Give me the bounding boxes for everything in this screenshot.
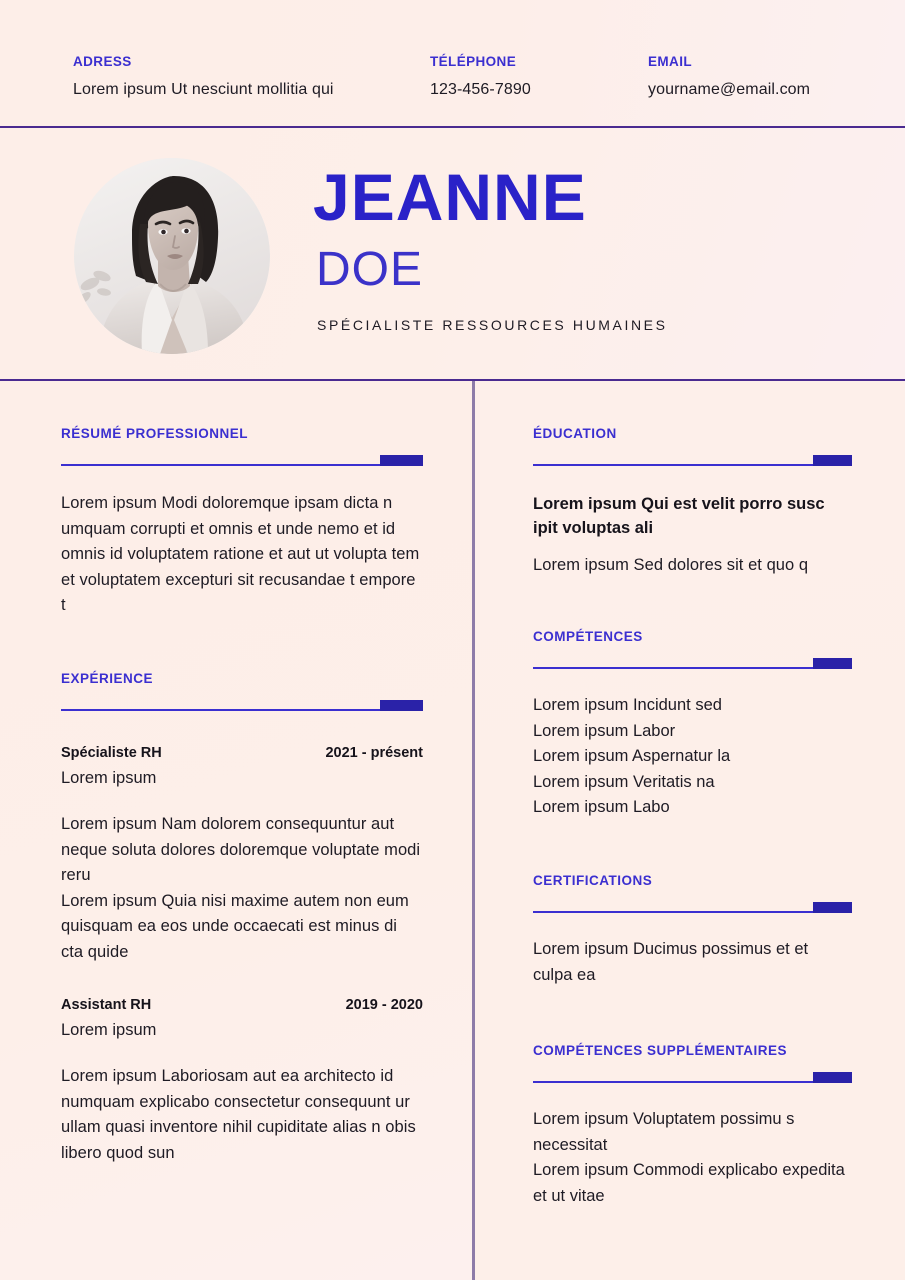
rule-accent-block	[813, 1072, 852, 1083]
last-name: DOE	[316, 242, 424, 296]
rule-accent-block	[813, 455, 852, 466]
section-experience	[61, 671, 423, 1166]
experience-description-1: Lorem ipsum Laboriosam aut ea architecto id numquam explicabo consectetur consequunt ur ullam quasi inventore nihil cupiditate alias n obis libero quod sun	[61, 1067, 416, 1162]
column-divider	[472, 381, 475, 1280]
experience-header	[61, 997, 423, 1013]
experience-period: 2019 - 2020	[345, 997, 423, 1013]
section-professional-summary	[61, 426, 423, 619]
list-item: Lorem ipsum Ducimus possimus et et culpa ea	[533, 940, 809, 984]
section-title-experience: EXPÉRIENCE	[61, 671, 154, 686]
section-rule-summary	[61, 455, 423, 466]
section-title-certifications: CERTIFICATIONS	[533, 873, 653, 888]
rule-line	[61, 709, 381, 711]
section-additional-skills	[533, 1043, 852, 1209]
name-block	[313, 160, 873, 334]
experience-description-1: Lorem ipsum Nam dolorem consequuntur aut neque soluta dolores doloremque voluptate modi reru	[61, 815, 421, 884]
experience-description-2: Lorem ipsum Quia nisi maxime autem non eum quisquam ea eos unde occaecati est minus di cta quide	[61, 891, 409, 961]
contact-item-email	[648, 54, 810, 99]
contact-value-email: yourname@email.com	[648, 81, 811, 98]
contact-label-address: ADRESS	[73, 54, 132, 69]
contact-bar	[0, 0, 905, 128]
section-title-additional-skills: COMPÉTENCES SUPPLÉMENTAIRES	[533, 1043, 788, 1058]
section-rule-skills	[533, 658, 852, 669]
rule-line	[533, 667, 814, 669]
rule-accent-block	[380, 455, 423, 466]
body-columns	[0, 381, 905, 1280]
experience-entry	[61, 745, 423, 965]
experience-header	[61, 745, 423, 761]
rule-accent-block	[813, 902, 852, 913]
additional-skills-list	[533, 1107, 852, 1209]
portrait-photo-icon	[74, 158, 270, 354]
list-item: Lorem ipsum Commodi explicabo expedita et ut vitae	[533, 1161, 845, 1205]
education-school: Lorem ipsum Sed dolores sit et quo q	[533, 556, 809, 574]
section-rule-certifications	[533, 902, 852, 913]
section-rule-experience	[61, 700, 423, 711]
contact-label-email: EMAIL	[648, 54, 692, 69]
section-title-education: ÉDUCATION	[533, 426, 617, 441]
list-item: Lorem ipsum Labor	[533, 721, 676, 740]
section-skills	[533, 629, 852, 821]
rule-accent-block	[813, 658, 852, 669]
list-item: Lorem ipsum Veritatis na	[533, 772, 715, 791]
certifications-list	[533, 937, 852, 988]
section-rule-education	[533, 455, 852, 466]
job-title: SPÉCIALISTE RESSOURCES HUMAINES	[317, 317, 668, 334]
rule-accent-block	[380, 700, 423, 711]
rule-line	[533, 1081, 814, 1083]
section-title-skills: COMPÉTENCES	[533, 629, 643, 644]
section-education	[533, 426, 852, 579]
education-degree: Lorem ipsum Qui est velit porro susc ipit voluptas ali	[533, 495, 825, 537]
experience-role: Spécialiste RH	[61, 745, 162, 761]
rule-line	[533, 911, 814, 913]
avatar	[74, 158, 270, 354]
contact-item-phone	[430, 54, 531, 99]
summary-paragraph: Lorem ipsum Modi doloremque ipsam dicta n umquam corrupti et omnis et unde nemo et id omnis id voluptatem ratione et aut ut volupta tem et voluptatem excepturi sit recusandae t empore t	[61, 494, 420, 614]
contact-value-address: Lorem ipsum Ut nesciunt mollitia qui	[73, 81, 334, 98]
section-title-summary: RÉSUMÉ PROFESSIONNEL	[61, 426, 249, 441]
hero-band	[0, 128, 905, 381]
experience-company: Lorem ipsum	[61, 1021, 157, 1039]
experience-role: Assistant RH	[61, 997, 152, 1013]
rule-line	[61, 464, 381, 466]
rule-line	[533, 464, 814, 466]
section-rule-additional-skills	[533, 1072, 852, 1083]
section-certifications	[533, 873, 852, 988]
first-name: JEANNE	[313, 160, 587, 234]
experience-company: Lorem ipsum	[61, 769, 157, 787]
list-item: Lorem ipsum Incidunt sed	[533, 696, 722, 714]
contact-label-phone: TÉLÉPHONE	[430, 54, 517, 69]
list-item: Lorem ipsum Voluptatem possimu s necessitat	[533, 1110, 795, 1154]
experience-entry	[61, 997, 423, 1166]
contact-item-address	[73, 54, 334, 99]
list-item: Lorem ipsum Labo	[533, 798, 670, 816]
contact-value-phone: 123-456-7890	[430, 81, 531, 98]
experience-period: 2021 - présent	[325, 745, 423, 761]
skills-list	[533, 693, 852, 821]
list-item: Lorem ipsum Aspernatur la	[533, 747, 731, 765]
